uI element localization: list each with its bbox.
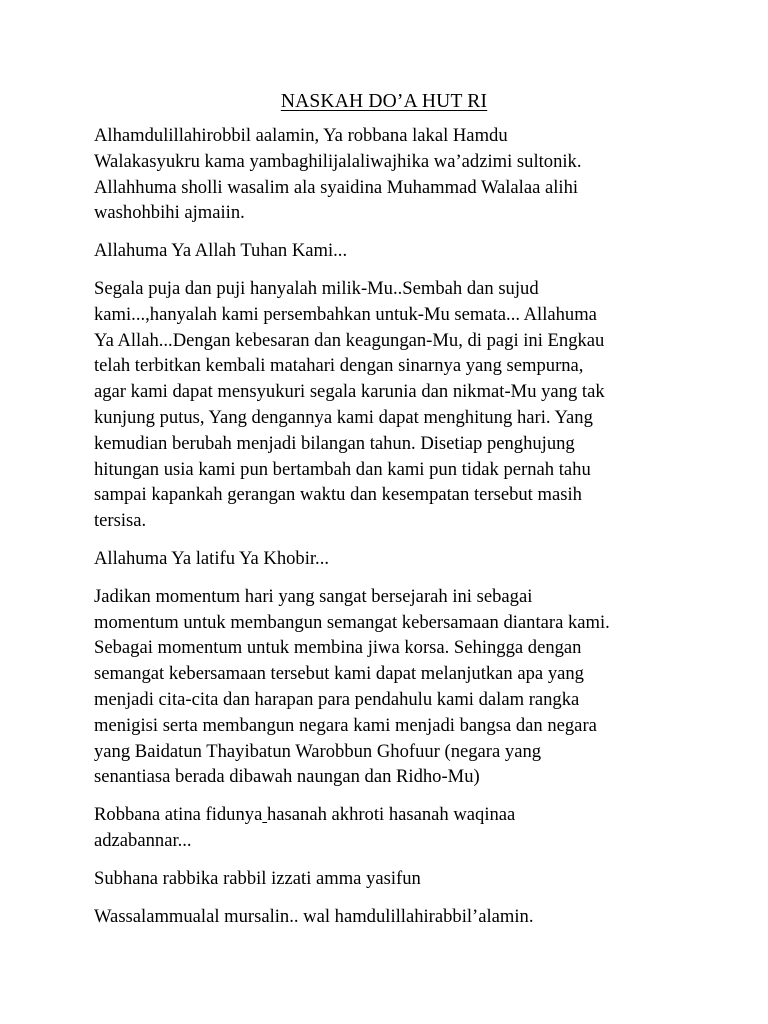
text-line: Ya Allah...Dengan kebesaran dan keagungan-Mu, di pagi ini Engkau xyxy=(94,329,605,351)
text-line: senantiasa berada dibawah naungan dan Ridho-Mu) xyxy=(94,766,480,788)
text-line: telah terbitkan kembali matahari dengan sinarnya yang sempurna, xyxy=(94,355,584,377)
text-line: Sebagai momentum untuk membina jiwa korsa. Sehingga dengan xyxy=(94,637,582,659)
text-line: Allahuma Ya Allah Tuhan Kami... xyxy=(94,240,348,262)
text-line: hitungan usia kami pun bertambah dan kami pun tidak pernah tahu xyxy=(94,458,591,480)
text-line: Allahuma Ya latifu Ya Khobir... xyxy=(94,547,330,569)
underlined-space xyxy=(262,804,267,825)
text-line: momentum untuk membangun semangat kebersamaan diantara kami. xyxy=(94,611,610,633)
text-line: agar kami dapat mensyukuri segala karunia dan nikmat-Mu yang tak xyxy=(94,381,605,403)
text-line: yang Baidatun Thayibatun Warobbun Ghofuur (negara yang xyxy=(94,740,542,762)
text-line: Robbana atina fidunya hasanah akhroti hasanah waqinaa xyxy=(94,804,516,826)
text-line: Segala puja dan puji hanyalah milik-Mu..Sembah dan sujud xyxy=(94,277,539,299)
document-title xyxy=(0,84,768,120)
document-title-text: NASKAH DO’A HUT RI xyxy=(280,91,488,112)
text-line: kemudian berubah menjadi bilangan tahun. Disetiap penghujung xyxy=(94,432,575,454)
paragraph xyxy=(94,584,714,790)
text-line: Walakasyukru kama yambaghilijalaliwajhika wa’adzimi sultonik. xyxy=(94,150,582,172)
text-line: semangat kebersamaan tersebut kami dapat melanjutkan apa yang xyxy=(94,663,584,685)
text-line: Subhana rabbika rabbil izzati amma yasifun xyxy=(94,867,421,889)
text-line: tersisa. xyxy=(94,510,147,532)
text-line: kami...,hanyalah kami persembahkan untuk-Mu semata... Allahuma xyxy=(94,303,597,325)
text-line: adzabannar... xyxy=(94,829,192,851)
paragraph xyxy=(94,866,714,892)
paragraph xyxy=(94,802,714,854)
text-line: kunjung putus, Yang dengannya kami dapat menghitung hari. Yang xyxy=(94,406,593,428)
text-line: Wassalammualal mursalin.. wal hamdulillahirabbil’alamin. xyxy=(94,905,534,927)
text-line: Jadikan momentum hari yang sangat bersejarah ini sebagai xyxy=(94,585,533,607)
paragraph xyxy=(94,276,714,534)
text-line: washohbihi ajmaiin. xyxy=(94,202,245,224)
paragraph xyxy=(94,238,714,264)
text-line: sampai kapankah gerangan waktu dan kesempatan tersebut masih xyxy=(94,484,582,506)
text-line: Alhamdulillahirobbil aalamin, Ya robbana lakal Hamdu xyxy=(94,125,508,146)
text-line: Allahhuma sholli wasalim ala syaidina Muhammad Walalaa alihi xyxy=(94,176,579,198)
text-line: menjadi cita-cita dan harapan para pendahulu kami dalam rangka xyxy=(94,688,580,710)
text-line: menigisi serta membangun negara kami menjadi bangsa dan negara xyxy=(94,714,597,736)
document-body xyxy=(94,123,714,941)
paragraph xyxy=(94,123,714,226)
paragraph xyxy=(94,546,714,572)
paragraph xyxy=(94,904,714,930)
